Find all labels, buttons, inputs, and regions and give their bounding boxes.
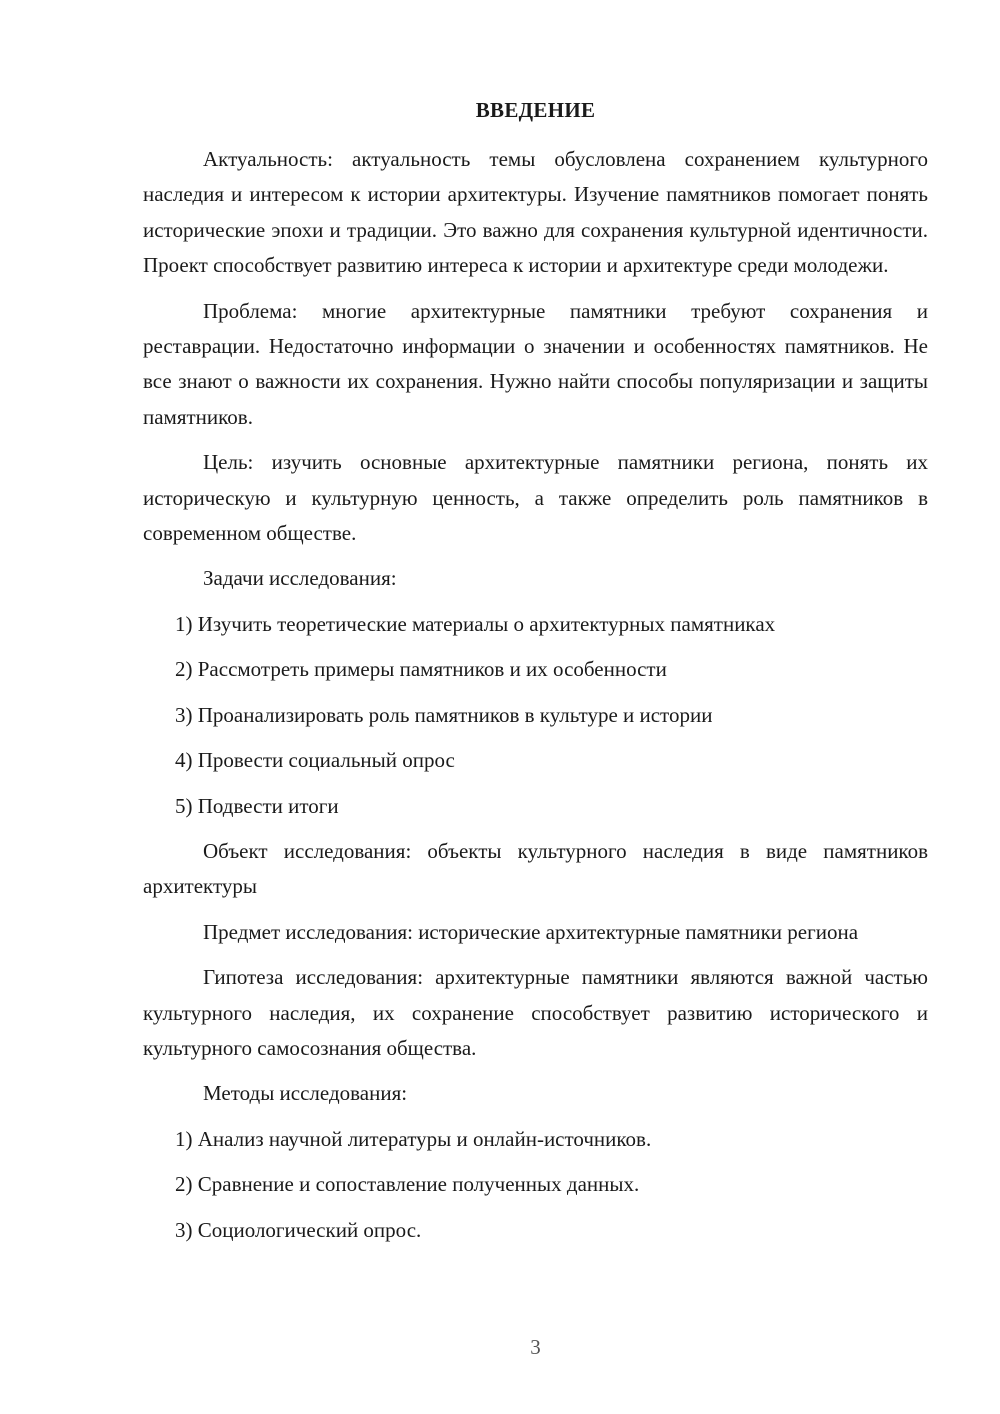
page-number: 3 [530,1335,541,1359]
method-item-2: 2) Сравнение и сопоставление полученных данных. [175,1172,640,1197]
paragraph-subject: Предмет исследования: исторические архитектурные памятники региона [203,919,859,944]
paragraph-object: Объект исследования: объекты культурного наследия в виде памятников архитектуры [143,838,928,899]
paragraph-goal: Цель: изучить основные архитектурные памятники региона, понять их историческую и культурную ценность, а также определить роль памятников в современном обществе. [143,450,928,546]
task-item-1: 1) Изучить теоретические материалы о архитектурных памятниках [175,611,776,636]
tasks-heading: Задачи исследования: [203,566,397,591]
document-page [143,0,928,1414]
paragraph-relevance: Актуальность: актуальность темы обусловлена сохранением культурного наследия и интересом к истории архитектуры. Изучение памятников помогает понять исторические эпохи и традиции. Это важно для сохранения культурной идентичности. Проект способствует развитию интереса к истории и архитектуре среди молодежи. [143,147,928,278]
task-item-3: 3) Проанализировать роль памятников в культуре и истории [175,702,713,727]
method-item-1: 1) Анализ научной литературы и онлайн-источников. [175,1126,652,1151]
paragraph-hypothesis: Гипотеза исследования: архитектурные памятники являются важной частью культурного наследия, их сохранение способствует развитию исторического и культурного самосознания общества. [143,965,928,1060]
method-item-3: 3) Социологический опрос. [175,1217,422,1242]
task-item-5: 5) Подвести итоги [175,793,339,818]
task-item-2: 2) Рассмотреть примеры памятников и их особенности [175,657,667,682]
page-title: ВВЕДЕНИЕ [475,98,596,122]
paragraph-problem: Проблема: многие архитектурные памятники требуют сохранения и реставрации. Недостаточно информации о значении и особенностях памятников. Не все знают о важности их сохранения. Нужно найти способы популяризации и защиты памятников. [143,298,928,429]
methods-heading: Методы исследования: [203,1081,408,1106]
task-item-4: 4) Провести социальный опрос [175,748,455,773]
document-body [143,142,928,1248]
